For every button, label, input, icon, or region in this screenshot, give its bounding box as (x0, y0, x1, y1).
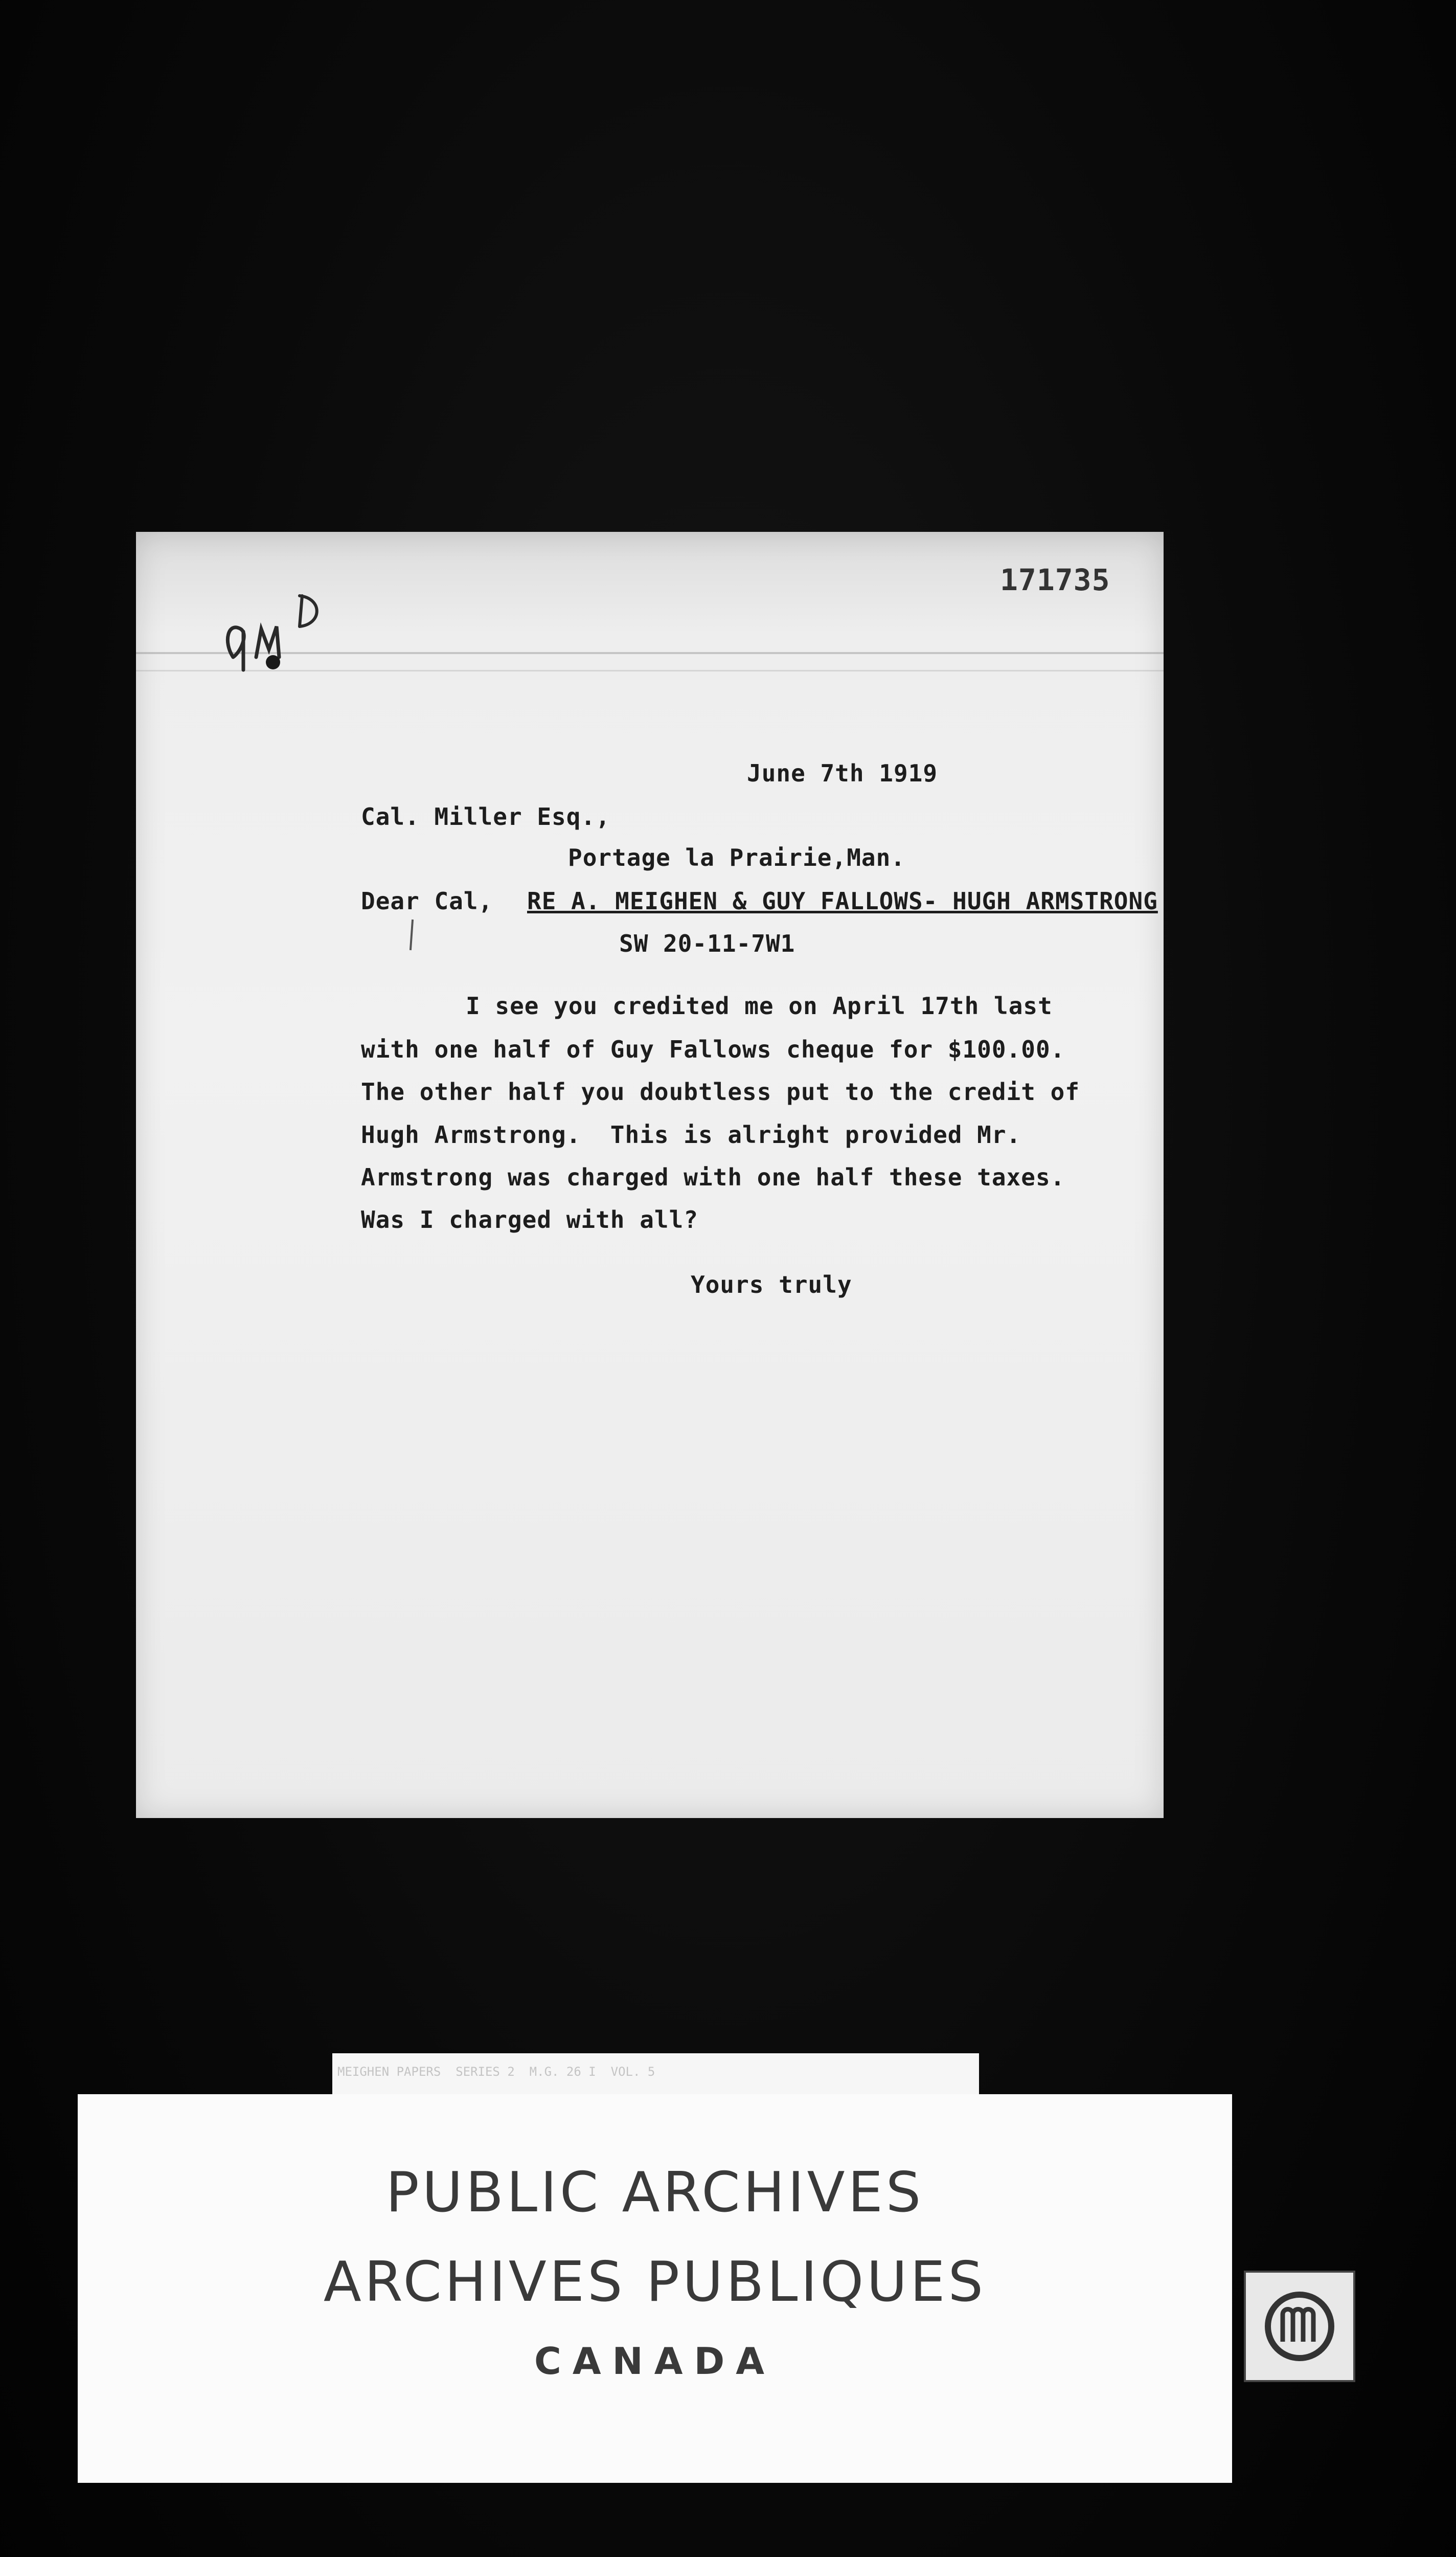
body-line: The other half you doubtless put to the credit of (361, 1078, 1080, 1106)
letter-salutation: Dear Cal, (361, 887, 493, 915)
archive-reference: MEIGHEN PAPERS SERIES 2 M.G. 26 I VOL. 5 (337, 2065, 655, 2079)
handwritten-initials (213, 580, 335, 683)
archive-label-card (78, 2094, 1232, 2483)
land-description: SW 20-11-7W1 (619, 930, 795, 957)
document-number: 171735 (1000, 563, 1110, 597)
letter-date: June 7th 1919 (747, 759, 938, 787)
letter-sheet (136, 532, 1164, 1818)
pen-tick-mark (410, 919, 414, 950)
letter-closing: Yours truly (691, 1271, 852, 1298)
body-line: Was I charged with all? (361, 1206, 698, 1233)
archive-label-french: ARCHIVES PUBLIQUES (323, 2250, 987, 2314)
letter-address: Portage la Prairie,Man. (568, 844, 905, 871)
letter-addressee: Cal. Miller Esq., (361, 803, 610, 831)
body-line: with one half of Guy Fallows cheque for $100.00. (361, 1036, 1065, 1063)
body-line: I see you credited me on April 17th last (466, 992, 1053, 1020)
body-line: Hugh Armstrong. This is alright provided Mr. (361, 1121, 1021, 1149)
archive-label-country: CANADA (534, 2340, 776, 2383)
archive-label-english: PUBLIC ARCHIVES (385, 2161, 924, 2225)
archives-logo-icon (1244, 2271, 1355, 2382)
body-line: Armstrong was charged with one half these taxes. (361, 1163, 1065, 1191)
letter-subject: RE A. MEIGHEN & GUY FALLOWS- HUGH ARMSTRONG (527, 887, 1158, 915)
